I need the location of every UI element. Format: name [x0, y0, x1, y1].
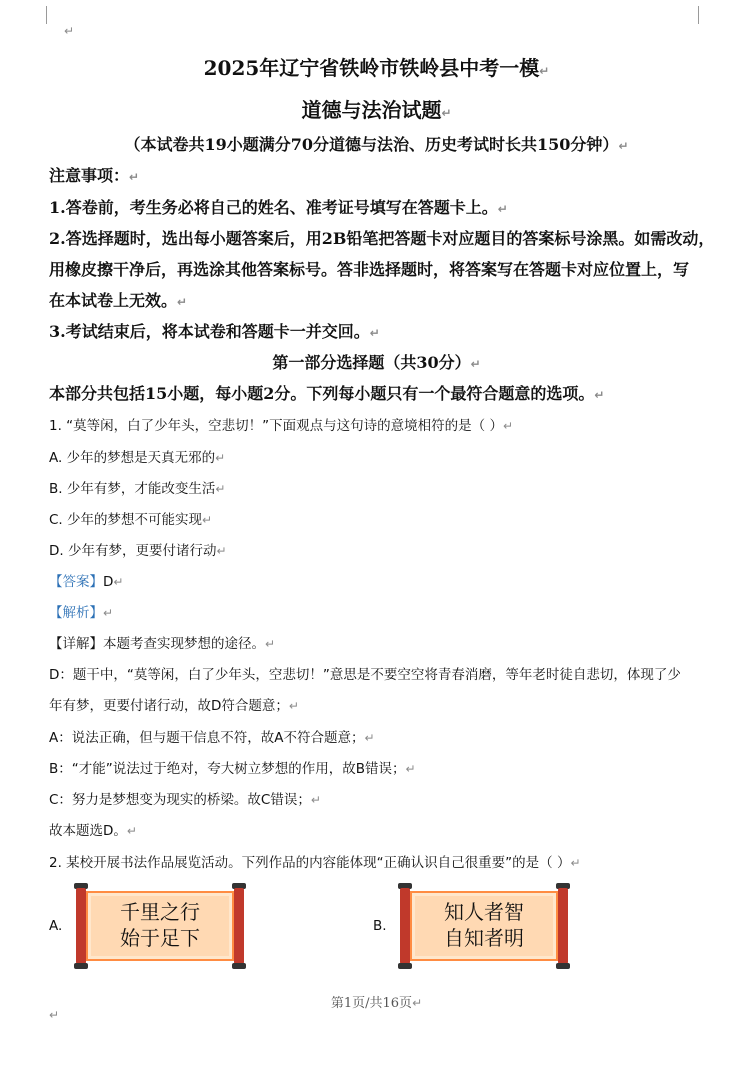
q1-explain-b: B：“才能”说法过于绝对，夸大树立梦想的作用，故B错误；↵ [49, 761, 416, 777]
q1-explain-d-line-1: D：题干中，“莫等闲，白了少年头，空悲切！”意思是不要空空将青春消磨，等年老时徒自悲切，体现了少 [49, 667, 681, 683]
q2-option-b-label: B. [373, 918, 387, 934]
notice-heading: 注意事项：↵ [49, 166, 140, 185]
page-corner-top-left [32, 6, 47, 24]
q2-option-b-line-2: 自知者明 [444, 926, 524, 950]
notice-item-2-line-3: 在本试卷上无效。↵ [49, 291, 188, 310]
q1-analysis-tag: 【解析】↵ [49, 605, 114, 621]
q1-detail: 【详解】本题考查实现梦想的途径。↵ [49, 636, 276, 652]
exam-subtitle: 道德与法治试题↵ [301, 98, 452, 122]
q2-option-b-scroll-image [396, 883, 572, 969]
q2-option-b-line-1: 知人者智 [444, 900, 524, 924]
q1-option-a: A. 少年的梦想是天真无邪的↵ [49, 450, 226, 466]
page-corner-top-right [698, 6, 713, 24]
q2-stem: 2. 某校开展书法作品展览活动。下列作品的内容能体现“正确认识自己很重要”的是（ ）↵ [49, 855, 581, 871]
q1-conclusion: 故本题选D。↵ [49, 823, 137, 839]
q1-option-d: D. 少年有梦，更要付诸行动↵ [49, 543, 227, 559]
q2-option-a-line-1: 千里之行 [120, 900, 200, 924]
q1-explain-c: C：努力是梦想变为现实的桥梁。故C错误；↵ [49, 792, 321, 808]
q2-option-a-scroll-image [72, 883, 248, 969]
notice-item-1: 1.答卷前，考生务必将自己的姓名、准考证号填写在答题卡上。↵ [49, 198, 508, 217]
notice-item-2-line-2: 用橡皮擦干净后，再选涂其他答案标号。答非选择题时，将答案写在答题卡对应位置上，写 [49, 260, 690, 279]
q2-option-a-line-2: 始于足下 [120, 926, 200, 950]
q1-explain-d-line-2: 年有梦，更要付诸行动，故D符合题意；↵ [49, 698, 299, 714]
q2-option-a-label: A. [49, 918, 63, 934]
paragraph-mark-bottom: ↵ [49, 1008, 60, 1022]
paragraph-mark: ↵ [64, 24, 75, 38]
exam-note: （本试卷共19小题满分70分道德与法治、历史考试时长共150分钟）↵ [124, 135, 629, 154]
q1-stem: 1. “莫等闲，白了少年头，空悲切！”下面观点与这句诗的意境相符的是（ ）↵ [49, 418, 514, 434]
q1-option-b: B. 少年有梦，才能改变生活↵ [49, 481, 226, 497]
part1-intro: 本部分共包括15小题，每小题2分。下列每小题只有一个最符合题意的选项。↵ [49, 384, 605, 403]
exam-title: 2025年辽宁省铁岭市铁岭县中考一模↵ [203, 56, 550, 80]
page-footer: 第1页/共16页↵ [330, 996, 423, 1011]
q1-option-c: C. 少年的梦想不可能实现↵ [49, 512, 213, 528]
notice-item-2-line-1: 2.答选择题时，选出每小题答案后，用2B铅笔把答题卡对应题目的答案标号涂黑。如需改动， [49, 229, 715, 248]
part1-heading: 第一部分选择题（共30分）↵ [272, 353, 481, 372]
q1-explain-a: A：说法正确，但与题干信息不符，故A不符合题意；↵ [49, 730, 375, 746]
notice-item-3: 3.考试结束后，将本试卷和答题卡一并交回。↵ [49, 322, 380, 341]
q1-answer: 【答案】D↵ [49, 574, 124, 590]
